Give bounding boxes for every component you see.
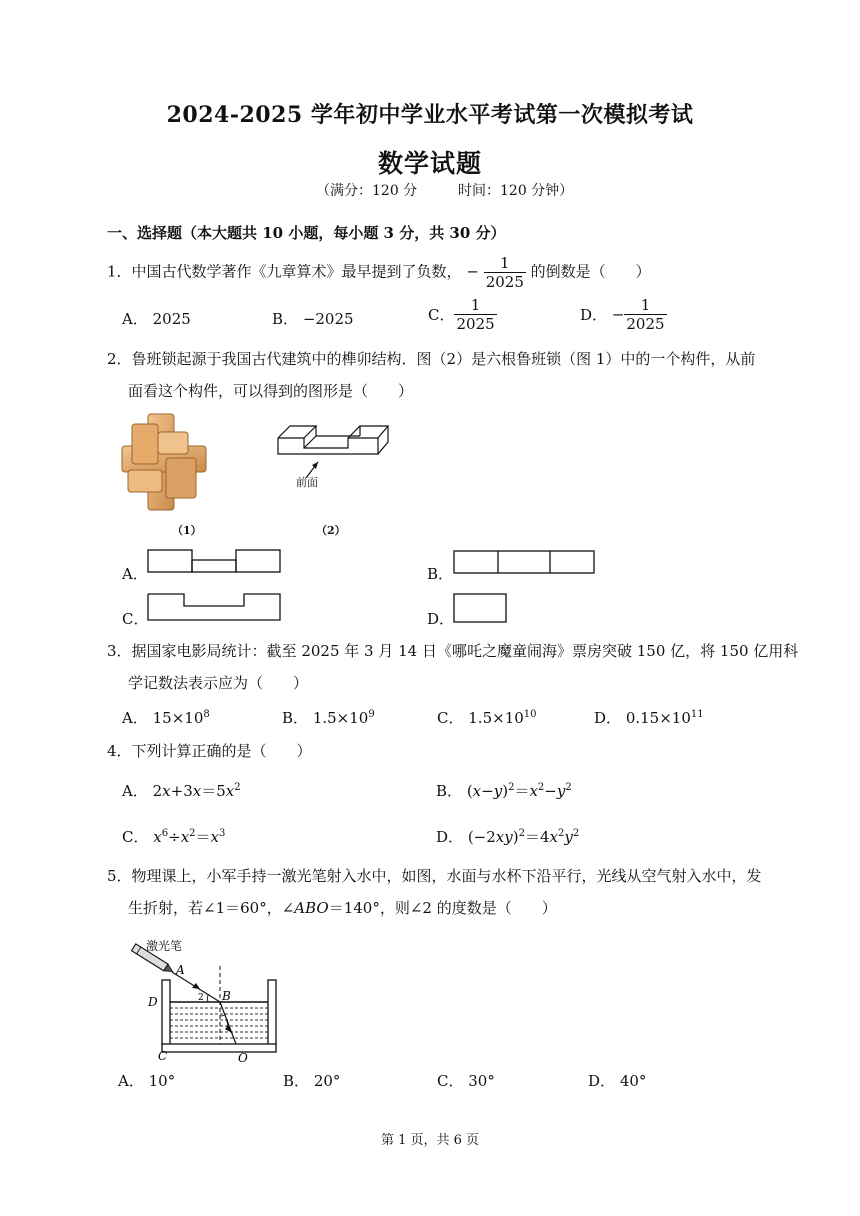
q3-option-a[interactable]: A． $15\times 10^8$ [122, 709, 210, 727]
q4-option-b[interactable]: B． $(x-y)^2=x^2-y^2$ [436, 782, 572, 800]
angle-1-label: 1 [225, 1020, 231, 1029]
q1-fraction [484, 254, 526, 291]
question-5-line2: 生折射，若∠1＝60°，∠ABO＝140°，则∠2 的度数是（ ） [128, 899, 557, 917]
q1-frac-den: 2025 [485, 273, 524, 291]
q1-frac-sign: − [466, 262, 479, 281]
label-o: O [238, 1051, 248, 1065]
q1-number: 1． [107, 262, 132, 281]
q2-option-b-shape[interactable] [452, 549, 596, 575]
q4-option-d[interactable]: D． $(-2xy)^2=4x^2y^2$ [436, 828, 580, 846]
subject-title: 数学试题 [377, 149, 482, 178]
front-label: 前面 [296, 476, 318, 489]
q1-option-c[interactable]: C． $\frac{1}{2025}$ [428, 296, 495, 333]
label-b: B [222, 989, 231, 1003]
q5-option-a[interactable]: A． 10° [118, 1072, 176, 1090]
q5-option-d[interactable]: D． 40° [588, 1072, 647, 1090]
q5-option-b[interactable]: B． 20° [283, 1072, 341, 1090]
luban-lock-figure [118, 412, 210, 516]
q4-option-a[interactable]: A． $2x+3x=5x^2$ [122, 782, 241, 800]
label-a: A [176, 963, 185, 977]
q3-option-b[interactable]: B． $1.5\times 10^9$ [282, 709, 375, 727]
q3-option-d[interactable]: D． $0.15\times 10^{11}$ [594, 709, 704, 727]
q1-text-after: 的倒数是（ ） [530, 262, 651, 281]
q1-frac-num: 1 [484, 254, 526, 273]
q4-option-c[interactable]: C． $x^6\div x^2=x^3$ [122, 828, 226, 846]
q2-option-d-shape[interactable] [452, 592, 508, 624]
label-d: D [148, 995, 158, 1009]
q2-option-b-label[interactable]: B． [427, 565, 454, 583]
section-heading: 一、选择题（本大题共 10 小题，每小题 3 分，共 30 分） [107, 224, 506, 242]
q2-option-c-label[interactable]: C． [122, 610, 149, 628]
q5-option-c[interactable]: C． 30° [437, 1072, 495, 1090]
page-footer: 第 1 页，共 6 页 [380, 1133, 480, 1148]
q1-optc-fraction: $\frac{1}{2025}$ [456, 296, 495, 333]
angle-2-label: 2 [198, 993, 204, 1003]
q2-option-a-label[interactable]: A． [122, 565, 148, 583]
component-figure [268, 418, 398, 490]
q2-option-d-label[interactable]: D． [427, 610, 455, 628]
full-marks: （满分：120 分 [316, 183, 418, 199]
figure-1-caption: （1） [172, 524, 202, 537]
label-c: C [158, 1049, 168, 1063]
exam-time: 时间：120 分钟） [458, 183, 574, 199]
q1-option-b[interactable]: B． −2025 [272, 310, 354, 328]
question-2-line1: 2．鲁班锁起源于我国古代建筑中的榫卯结构．图（2）是六根鲁班锁（图 1）中的一个构件，从前 [107, 350, 756, 368]
question-3-line1: 3．据国家电影局统计：截至 2025 年 3 月 14 日《哪吒之魔童闹海》票房突破 150 亿，将 150 亿用科 [107, 642, 799, 660]
q2-option-a-shape[interactable] [146, 548, 282, 574]
question-1 [107, 254, 651, 291]
laser-pen-label: 激光笔 [146, 939, 183, 953]
question-3-line2: 学记数法表示应为（ ） [128, 674, 309, 692]
q1-text-before: 中国古代数学著作《九章算术》最早提到了负数， [131, 262, 462, 281]
q1-option-a[interactable]: A． 2025 [122, 310, 191, 328]
q2-option-c-shape[interactable] [146, 592, 282, 622]
q3-option-c[interactable]: C． $1.5\times 10^{10}$ [437, 709, 537, 727]
question-2-line2: 面看这个构件，可以得到的图形是（ ） [128, 382, 414, 400]
question-5-line1: 5．物理课上，小军手持一激光笔射入水中，如图，水面与水杯下沿平行，光线从空气射入水中，发 [107, 867, 762, 885]
q1-optd-fraction: $\frac{1}{2025}$ [626, 296, 665, 333]
question-4: 4．下列计算正确的是（ ） [107, 742, 312, 760]
figure-2-caption: （2） [316, 524, 346, 537]
exam-title: 2024-2025 学年初中学业水平考试第一次模拟考试 [166, 102, 694, 128]
q1-option-d[interactable]: D． − $\frac{1}{2025}$ [580, 296, 665, 333]
